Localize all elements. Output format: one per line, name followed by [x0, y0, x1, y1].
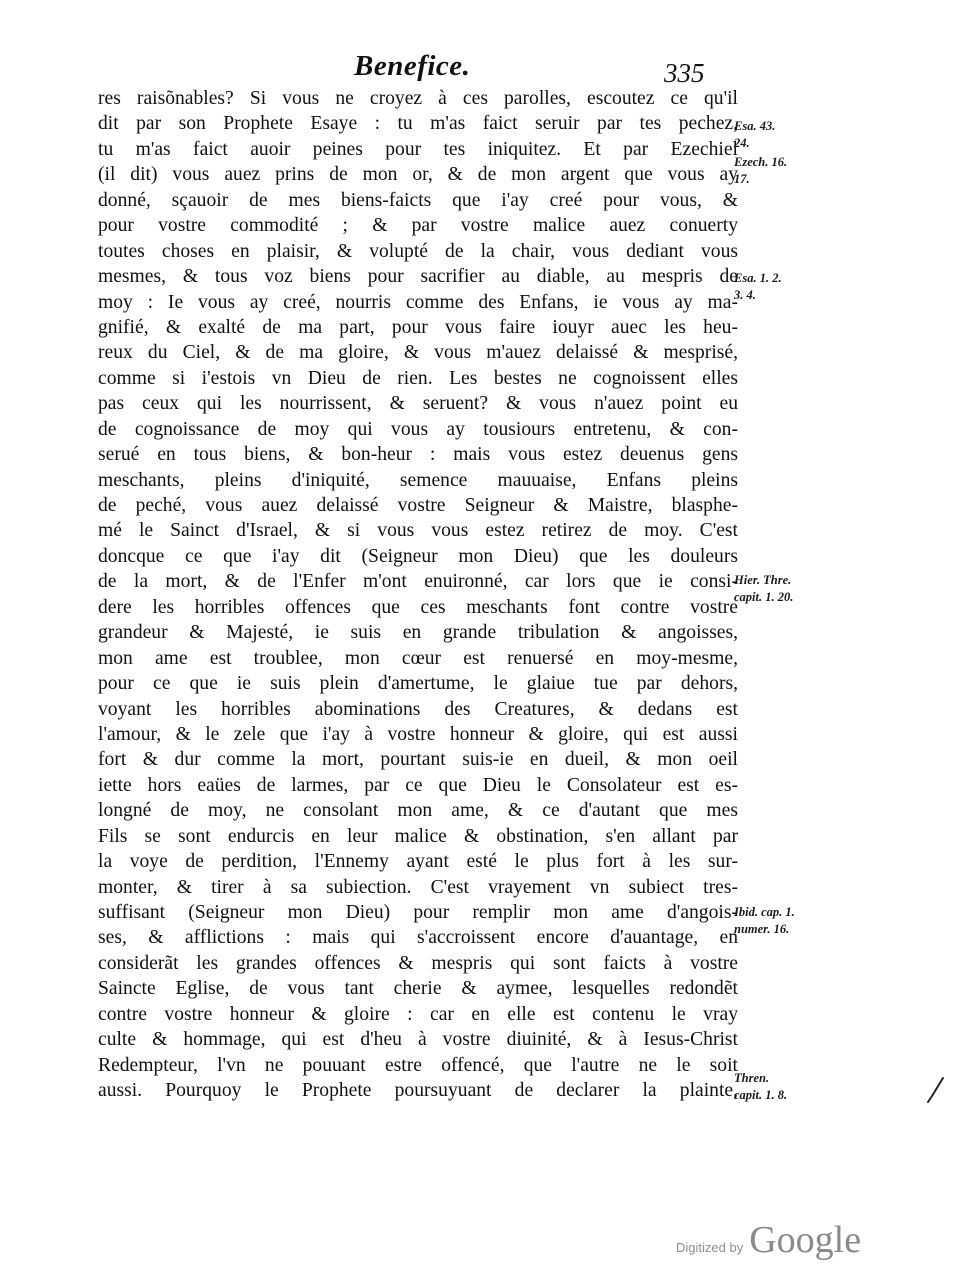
text-line: pour ce que ie suis plein d'amertume, le glaiue tue par dehors,: [98, 673, 738, 695]
text-line: monter, & tirer à sa subiection. C'est vrayement vn subiect tres-: [98, 876, 738, 898]
text-line: mé le Sainct d'Israel, & si vous vous estez retirez de moy. C'est: [98, 520, 738, 542]
page-number: 335: [664, 58, 705, 88]
text-line: donné, sçauoir de mes biens-faicts que i'ay creé pour vous, &: [98, 189, 738, 211]
pen-stroke-mark: [926, 1076, 946, 1104]
text-line: pour vostre commodité ; & par vostre malice auez conuerty: [98, 215, 738, 237]
text-line: Redempteur, l'vn ne pouuant estre offencé, que l'autre ne le soit: [98, 1054, 738, 1076]
text-line: voyant les horribles abominations des Creatures, & dedans est: [98, 698, 738, 720]
text-line: gnifié, & exalté de ma part, pour vous faire iouyr auec les heu-: [98, 316, 738, 338]
text-line: fort & dur comme la mort, pourtant suis-ie en dueil, & mon oeil: [98, 749, 738, 771]
text-line: contre vostre honneur & gloire : car en elle est contenu le vray: [98, 1003, 738, 1025]
text-line: mon ame est troublee, mon cœur est renuersé en moy-mesme,: [98, 647, 738, 669]
text-line: suffisant (Seigneur mon Dieu) pour remplir mon ame d'angois-: [98, 902, 738, 923]
text-line: reux du Ciel, & de ma gloire, & vous m'auez delaissé & mesprisé,: [98, 342, 738, 364]
margin-note-esa-1: Esa. 1. 2. 3. 4.: [734, 271, 782, 302]
running-title: Benefice.: [354, 50, 471, 82]
margin-note-esa-43: Esa. 43. 24.: [734, 119, 776, 150]
text-line: de la mort, & de l'Enfer m'ont enuironné, car lors que ie consi-: [98, 571, 738, 593]
digitized-by-watermark: [676, 1218, 861, 1262]
text-line: (il dit) vous auez prins de mon or, & de mon argent que vous ay: [98, 164, 738, 186]
text-line: dere les horribles offences que ces meschants font contre vostre: [98, 596, 738, 618]
text-line: pas ceux qui les nourrissent, & seruent? & vous n'auez point eu: [98, 393, 738, 415]
text-line: grandeur & Majesté, ie suis en grande tribulation & angoisses,: [98, 622, 738, 644]
text-line: Saincte Eglise, de vous tant cherie & aymee, lesquelles redondẽt: [98, 978, 738, 1000]
text-line: Fils se sont endurcis en leur malice & obstination, s'en allant par: [98, 825, 738, 847]
body-text: [98, 86, 738, 1104]
text-line: comme si i'estois vn Dieu de rien. Les bestes ne cognoissent elles: [98, 367, 738, 389]
text-line: tu m'as faict auoir peines pour tes iniquitez. Et par Ezechiel: [98, 138, 738, 160]
text-line: l'amour, & le zele que i'ay à vostre honneur & gloire, qui est aussi: [98, 723, 738, 745]
text-line: dit par son Prophete Esaye : tu m'as faict seruir par tes pechez,: [98, 113, 738, 135]
text-line: meschants, pleins d'iniquité, semence mauuaise, Enfans pleins: [98, 469, 738, 491]
text-line: mesmes, & tous voz biens pour sacrifier au diable, au mespris de: [98, 266, 738, 288]
margin-note-hier-thre: Hier. Thre. capit. 1. 20.: [734, 573, 794, 604]
text-line: doncque ce que i'ay dit (Seigneur mon Dieu) que les douleurs: [98, 545, 738, 567]
text-line: la voye de perdition, l'Ennemy ayant esté le plus fort à les sur-: [98, 851, 738, 873]
text-line: ses, & afflictions : mais qui s'accroissent encore d'auantage, en: [98, 927, 738, 949]
margin-note-thren: Thren. capit. 1. 8.: [734, 1071, 788, 1102]
margin-note-ezech-16: Ezech. 16. 17.: [734, 155, 788, 186]
text-line: longné de moy, ne consolant mon ame, & ce d'autant que mes: [98, 800, 738, 822]
text-line: res raisõnables? Si vous ne croyez à ces parolles, escoutez ce qu'il: [98, 88, 738, 109]
text-line: de cognoissance de moy qui vous ay tousiours entretenu, & con-: [98, 418, 738, 440]
text-line: moy : Ie vous ay creé, nourris comme des Enfans, ie vous ay ma-: [98, 291, 738, 313]
text-line: considerãt les grandes offences & mespris qui sont faicts à vostre: [98, 952, 738, 974]
google-logo: Google: [749, 1219, 862, 1261]
text-line: toutes choses en plaisir, & volupté de la chair, vous dediant vous: [98, 240, 738, 262]
digitized-label: Digitized by: [676, 1240, 744, 1255]
text-line: de peché, vous auez delaissé vostre Seigneur & Maistre, blasphe-: [98, 495, 738, 516]
text-line: aussi. Pourquoy le Prophete poursuyuant de declarer la plainte,: [98, 1080, 738, 1102]
text-line: culte & hommage, qui est d'heu à vostre diuinité, & à Iesus-Christ: [98, 1029, 738, 1051]
text-line: iette hors eaües de larmes, par ce que Dieu le Consolateur est es-: [98, 774, 738, 796]
margin-note-ibid: Ibid. cap. 1. numer. 16.: [734, 905, 795, 936]
text-line: serué en tous biens, & bon-heur : mais vous estez deuenus gens: [98, 444, 738, 466]
